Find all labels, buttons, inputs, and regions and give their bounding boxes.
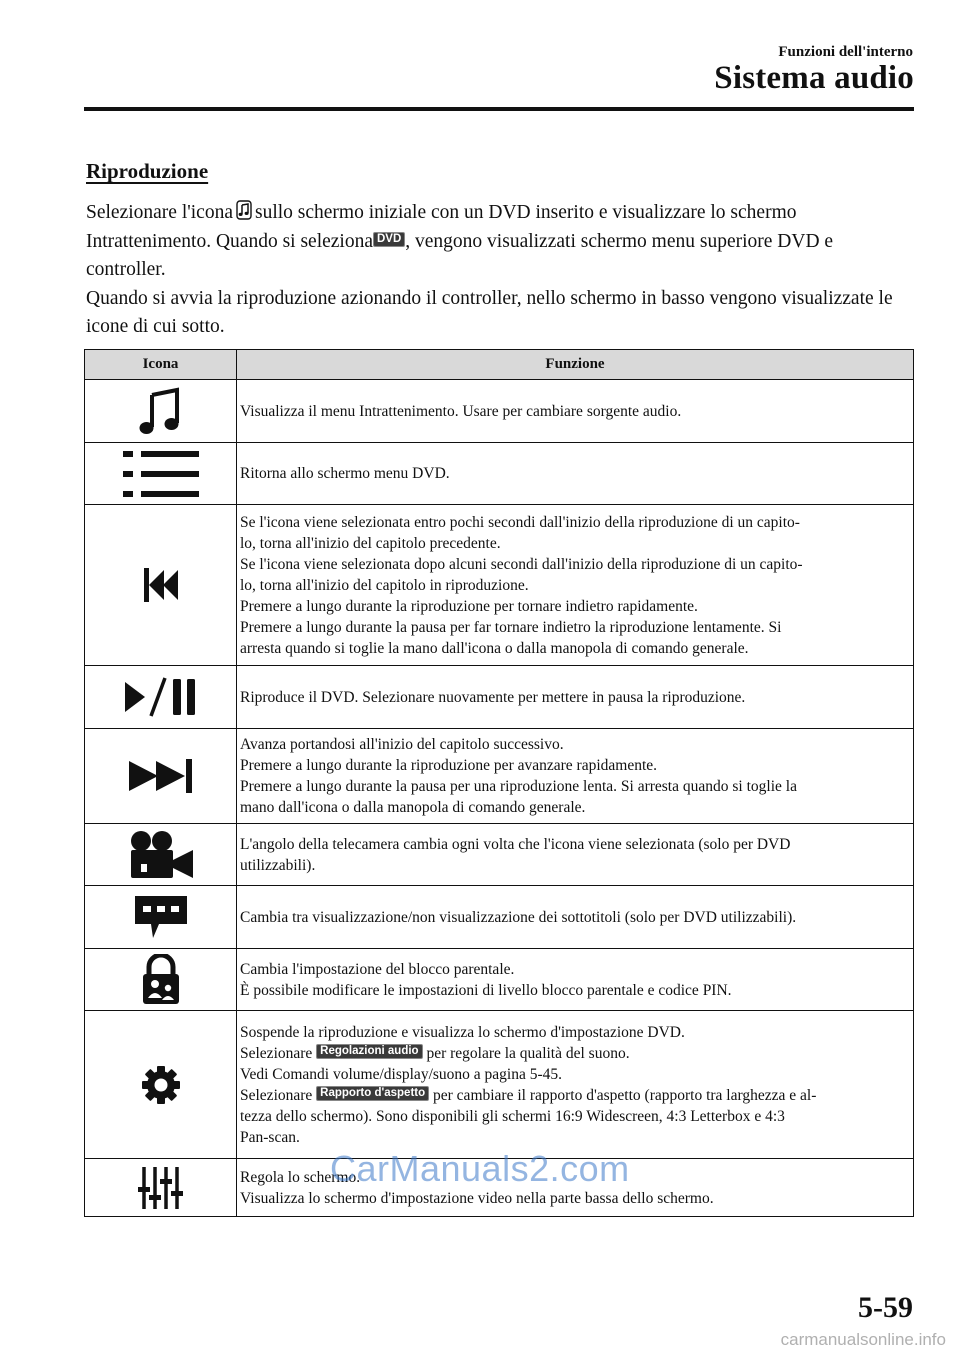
table-row bbox=[85, 443, 914, 505]
section-heading: Riproduzione bbox=[86, 159, 209, 183]
camera-angle-icon bbox=[127, 830, 195, 880]
audio-settings-key: Regolazioni audio bbox=[316, 1044, 422, 1059]
intro-paragraph-2: Quando si avvia la riproduzione azionando il controller, nello schermo in basso vengono visualizzate le icone di cui sotto. bbox=[86, 287, 893, 337]
music-note-icon bbox=[137, 385, 185, 437]
table-row: Cambia l'impostazione del blocco parentale. È possibile modificare le impostazioni di livello blocco parentale e codice PIN. bbox=[85, 949, 914, 1011]
equalizer-sliders-icon bbox=[138, 1165, 184, 1211]
table-row: Se l'icona viene selezionata entro pochi secondi dall'inizio della riproduzione di un capito- lo, torna all'inizio del capitolo precedente. Se l'icona viene selezionata dopo alcuni secondi dall'inizio della riproduzione di un capito- lo, torna all'inizio del capitolo in riproduzione. Premere a lungo durante la riproduzione per tornare indietro rapidamente. Premere a lungo durante la pausa per far tornare indietro la riproduzione lentamente. Si arresta quando si toglie la mano dall'icona o dalla manopola di comando generale. bbox=[85, 505, 914, 666]
function-table bbox=[84, 349, 914, 1217]
row-description: Riproduce il DVD. Selezionare nuovamente per mettere in pausa la riproduzione. bbox=[240, 688, 746, 706]
header-title: Sistema audio bbox=[714, 60, 914, 96]
dvd-key: DVD bbox=[373, 232, 405, 247]
column-header-function: Funzione bbox=[237, 350, 914, 380]
table-row: Avanza portandosi all'inizio del capitolo successivo. Premere a lungo durante la riproduzione per avanzare rapidamente. Premere a lungo durante la pausa per una riproduzione lenta. Si arresta quando si toglie la mano dall'icona o dalla manopola di comando generale. bbox=[85, 729, 914, 824]
row-description: Cambia tra visualizzazione/non visualizzazione dei sottotitoli (solo per DVD utilizzabili). bbox=[240, 908, 797, 926]
table-row bbox=[85, 886, 914, 949]
skip-forward-icon bbox=[128, 757, 194, 795]
footer-site-url: carmanualsonline.info bbox=[780, 1330, 946, 1349]
play-pause-icon bbox=[123, 676, 199, 718]
intro-text bbox=[86, 199, 916, 342]
header-rule bbox=[84, 107, 914, 111]
aspect-ratio-key: Rapporto d'aspetto bbox=[316, 1086, 429, 1101]
table-row: Sospende la riproduzione e visualizza lo schermo d'impostazione DVD. Selezionare Regolazioni audio per regolare la qualità del suono. Vedi Comandi volume/display/suono a pagina 5-45. Selezionare Rapporto d'aspetto per cambiare il rapporto d'aspetto (rapporto tra larghezza e al- tezza dello schermo). Sono disponibili gli schermi 16:9 Widescreen, 4:3 Letterbox e 4:3 Pan-scan. bbox=[85, 1011, 914, 1159]
table-row: Regola lo schermo. Visualizza lo schermo d'impostazione video nella parte bassa dello schermo. bbox=[85, 1159, 914, 1217]
header-section-label: Funzioni dell'interno bbox=[778, 44, 913, 60]
table-header-row bbox=[85, 350, 914, 380]
settings-gear-icon bbox=[141, 1065, 181, 1105]
subtitle-icon bbox=[133, 894, 189, 940]
column-header-icon: Icona bbox=[85, 350, 237, 380]
list-menu-icon bbox=[121, 449, 201, 499]
watermark: CarManuals2.com bbox=[330, 1148, 630, 1189]
intro-paragraph-1: Selezionare l'icona sullo schermo iniziale con un DVD inserito e visualizzare lo schermo Intrattenimento. Quando si seleziona DVD , vengono visualizzati schermo menu superiore DVD e controller. bbox=[86, 202, 834, 280]
parental-lock-icon bbox=[141, 954, 181, 1006]
row-description: Visualizza il menu Intrattenimento. Usare per cambiare sorgente audio. bbox=[240, 402, 682, 420]
music-note-icon bbox=[236, 200, 252, 220]
table-row bbox=[85, 666, 914, 729]
page-number: 5-59 bbox=[858, 1291, 913, 1324]
table-row bbox=[85, 380, 914, 443]
table-row: L'angolo della telecamera cambia ogni volta che l'icona viene selezionata (solo per DVD utilizzabili). bbox=[85, 824, 914, 886]
row-description: Ritorna allo schermo menu DVD. bbox=[240, 465, 450, 482]
skip-back-icon bbox=[143, 566, 179, 604]
